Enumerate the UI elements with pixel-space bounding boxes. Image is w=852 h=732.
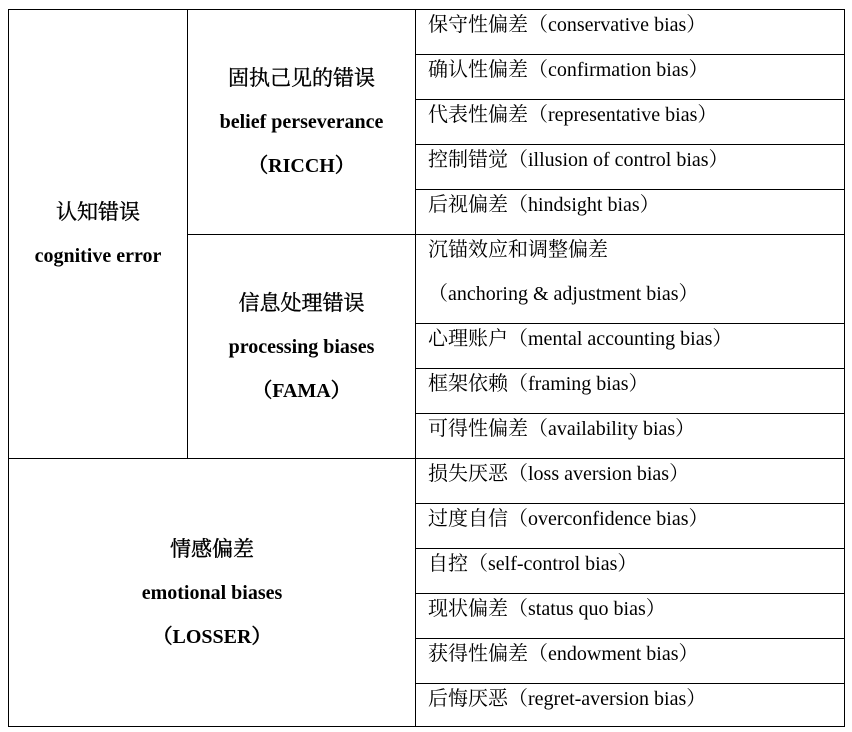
- subcategory-label-cn: 信息处理错误: [238, 290, 365, 315]
- bias-item-text: 代表性偏差（representative bias）: [428, 104, 718, 126]
- table-row: [415, 593, 845, 639]
- subcategory-label-en: processing biases: [228, 335, 375, 358]
- bias-item-text-en: （anchoring & adjustment bias）: [428, 283, 699, 305]
- bias-item-text: 保守性偏差（conservative bias）: [428, 14, 707, 36]
- bias-item-text: 控制错觉（illusion of control bias）: [428, 149, 729, 171]
- table-row: [415, 189, 845, 235]
- category-label-en: cognitive error: [34, 245, 162, 267]
- bias-item-text: 自控（self-control bias）: [428, 553, 638, 575]
- category-label-en: emotional biases: [141, 581, 283, 604]
- table-row: [415, 503, 845, 549]
- subcategory-label-en: belief perseverance: [219, 111, 384, 133]
- subcategory-label-cn: 固执己见的错误: [228, 66, 375, 90]
- table-row: [415, 368, 845, 414]
- table-row: [415, 144, 845, 190]
- table-row: [415, 638, 845, 684]
- table-row: [415, 54, 845, 100]
- subcategory-belief-perseverance: [187, 9, 416, 235]
- bias-classification-table: [8, 9, 845, 727]
- category-emotional-biases: [8, 458, 416, 727]
- category-label-cn: 情感偏差: [170, 536, 254, 561]
- bias-item-text: 框架依赖（framing bias）: [428, 373, 649, 395]
- table-row: [415, 683, 845, 727]
- subcategory-mnemonic: （RICCH）: [248, 155, 355, 177]
- bias-item-text: 可得性偏差（availability bias）: [428, 418, 696, 440]
- category-label-cn: 认知错误: [56, 200, 140, 224]
- subcategory-processing-biases: [187, 234, 416, 459]
- category-mnemonic: （LOSSER）: [152, 625, 272, 648]
- subcategory-mnemonic: （FAMA）: [252, 379, 351, 402]
- table-row: [415, 413, 845, 459]
- bias-item-text: 获得性偏差（endowment bias）: [428, 643, 699, 665]
- table-row: [415, 323, 845, 369]
- table-row: [415, 548, 845, 594]
- bias-item-text: 心理账户（mental accounting bias）: [428, 328, 733, 350]
- table-row: [415, 458, 845, 504]
- bias-item-text: 后视偏差（hindsight bias）: [428, 194, 660, 216]
- table-row: [415, 99, 845, 145]
- bias-item-text: 过度自信（overconfidence bias）: [428, 508, 709, 530]
- category-cognitive-error: [8, 9, 188, 459]
- bias-item-text: 确认性偏差（confirmation bias）: [428, 59, 709, 81]
- table-row: [415, 234, 845, 324]
- bias-item-text: 后悔厌恶（regret-aversion bias）: [428, 688, 707, 710]
- bias-item-text: 损失厌恶（loss aversion bias）: [428, 463, 690, 485]
- bias-item-text: 现状偏差（status quo bias）: [428, 598, 666, 620]
- bias-item-text: 沉锚效应和调整偏差: [428, 239, 608, 261]
- table-row: [415, 9, 845, 55]
